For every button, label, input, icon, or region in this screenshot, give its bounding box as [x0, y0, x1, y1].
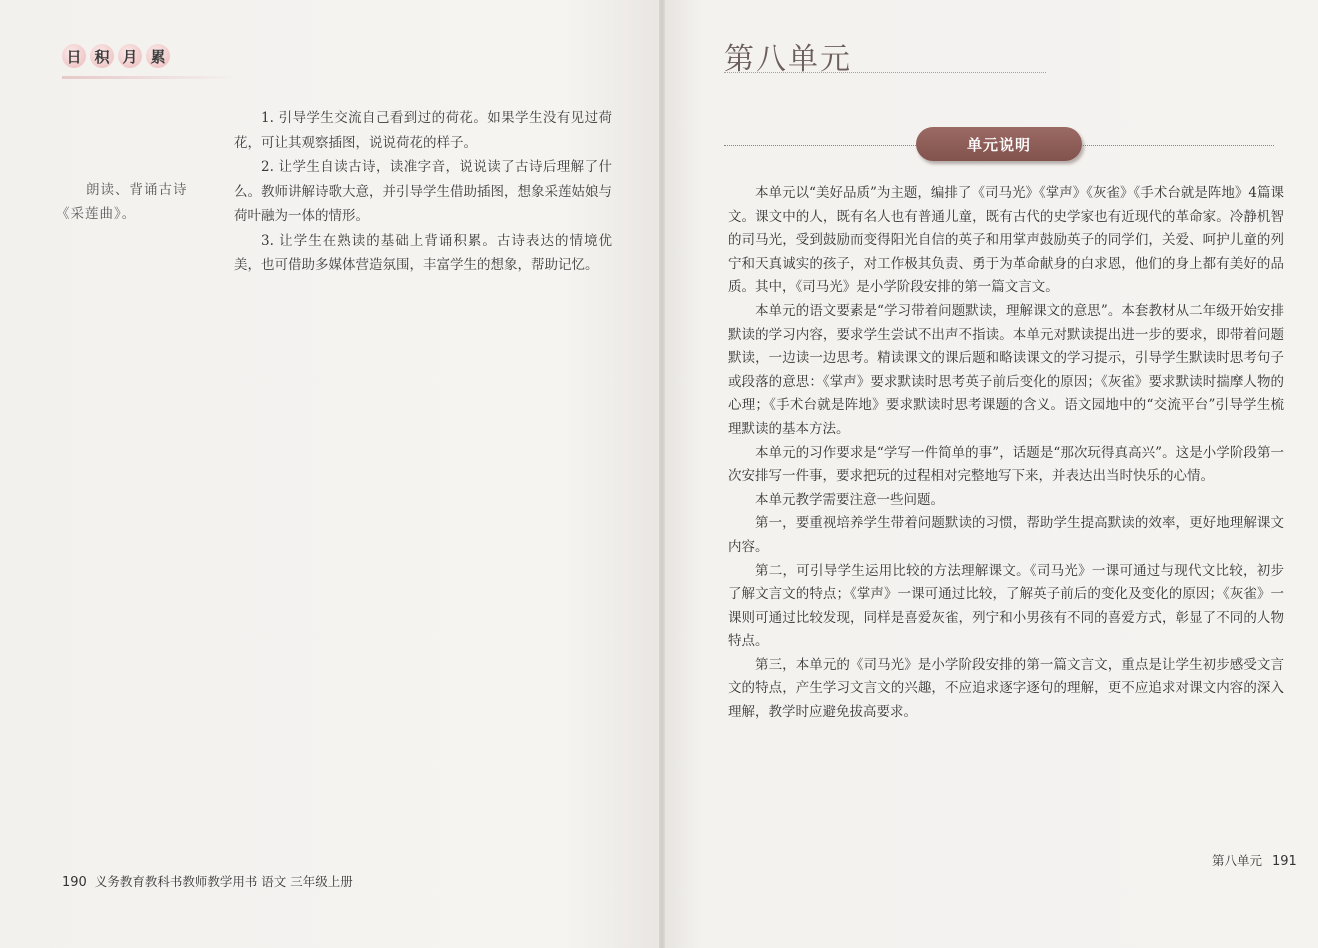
header-char: 积	[90, 44, 114, 68]
right-body-text	[728, 182, 1284, 725]
page-number: 190	[62, 875, 87, 890]
unit-label: 第八单元	[1212, 853, 1263, 868]
header-underline	[62, 76, 242, 79]
section-header-rijiyuelei	[62, 44, 170, 68]
header-char: 累	[146, 44, 170, 68]
paragraph: 本单元教学需要注意一些问题。	[755, 491, 944, 508]
side-note	[56, 178, 216, 226]
paragraph: 第一，要重视培养学生带着问题默读的习惯，帮助学生提高默读的效率，更好地理解课文内容。	[728, 515, 1284, 555]
header-char: 月	[118, 44, 142, 68]
book-title: 义务教育教科书教师教学用书 语文 三年级上册	[94, 874, 353, 889]
unit-title-underline	[724, 72, 1046, 73]
left-footer	[62, 872, 353, 890]
paragraph: 本单元的语文要素是“学习带着问题默读，理解课文的意思”。本套教材从二年级开始安排默读的学习内容，要求学生尝试不出声不指读。本单元对默读提出进一步的要求，即带着问题默读，一边读一边思考。精读课文的课后题和略读课文的学习提示，引导学生默读时思考句子或段落的意思：《掌声》要求默读时思考英子前后变化的原因；《灰雀》要求默读时揣摩人物的心理；《手术台就是阵地》要求默读时思考课题的含义。语文园地中的“交流平台”引导学生梳理默读的基本方法。	[728, 302, 1284, 437]
paragraph: 2. 让学生自读古诗，读准字音，说说读了古诗后理解了什么。教师讲解诗歌大意，并引导学生借助插图，想象采莲姑娘与荷叶融为一体的情形。	[234, 159, 612, 224]
page-number: 191	[1272, 854, 1297, 869]
unit-title: 第八单元	[724, 42, 852, 77]
left-body-text	[234, 106, 612, 278]
paragraph: 3. 让学生在熟读的基础上背诵积累。古诗表达的情境优美，也可借助多媒体营造氛围，丰富学生的想象，帮助记忆。	[234, 232, 612, 273]
header-char: 日	[62, 44, 86, 68]
paragraph: 第三，本单元的《司马光》是小学阶段安排的第一篇文言文，重点是让学生初步感受文言文的特点，产生学习文言文的兴趣，不应追求逐字逐句的理解，更不应追求对课文内容的深入理解，教学时应避免拔高要求。	[728, 656, 1284, 721]
side-note-line: 《采莲曲》。	[56, 206, 137, 222]
side-note-line: 朗读、背诵古诗	[86, 182, 188, 198]
paragraph: 本单元以“美好品质”为主题，编排了《司马光》《掌声》《灰雀》《手术台就是阵地》4篇课文。课文中的人，既有名人也有普通儿童，既有古代的史学家也有近现代的革命家。冷静机智的司马光，受到鼓励而变得阳光自信的英子和用掌声鼓励英子的同学们，关爱、呵护儿童的列宁和天真诚实的孩子，对工作极其负责、勇于为革命献身的白求恩，他们的身上都有美好的品质。其中，《司马光》是小学阶段安排的第一篇文言文。	[728, 185, 1284, 296]
book-spine	[659, 0, 665, 948]
paragraph: 1. 引导学生交流自己看到过的荷花。如果学生没有见过荷花，可让其观察插图，说说荷花的样子。	[234, 110, 612, 151]
section-label-badge: 单元说明	[916, 127, 1082, 161]
right-footer	[1212, 851, 1297, 869]
paragraph: 第二，可引导学生运用比较的方法理解课文。《司马光》一课可通过与现代文比较，初步了解文言文的特点；《掌声》一课可通过比较，了解英子前后的变化及变化的原因；《灰雀》一课则可通过比较发现，同样是喜爱灰雀，列宁和小男孩有不同的喜爱方式，彰显了不同的人物特点。	[728, 562, 1284, 650]
paragraph: 本单元的习作要求是“学写一件简单的事”，话题是“那次玩得真高兴”。这是小学阶段第一次安排写一件事，要求把玩的过程相对完整地写下来，并表达出当时快乐的心情。	[728, 444, 1284, 485]
